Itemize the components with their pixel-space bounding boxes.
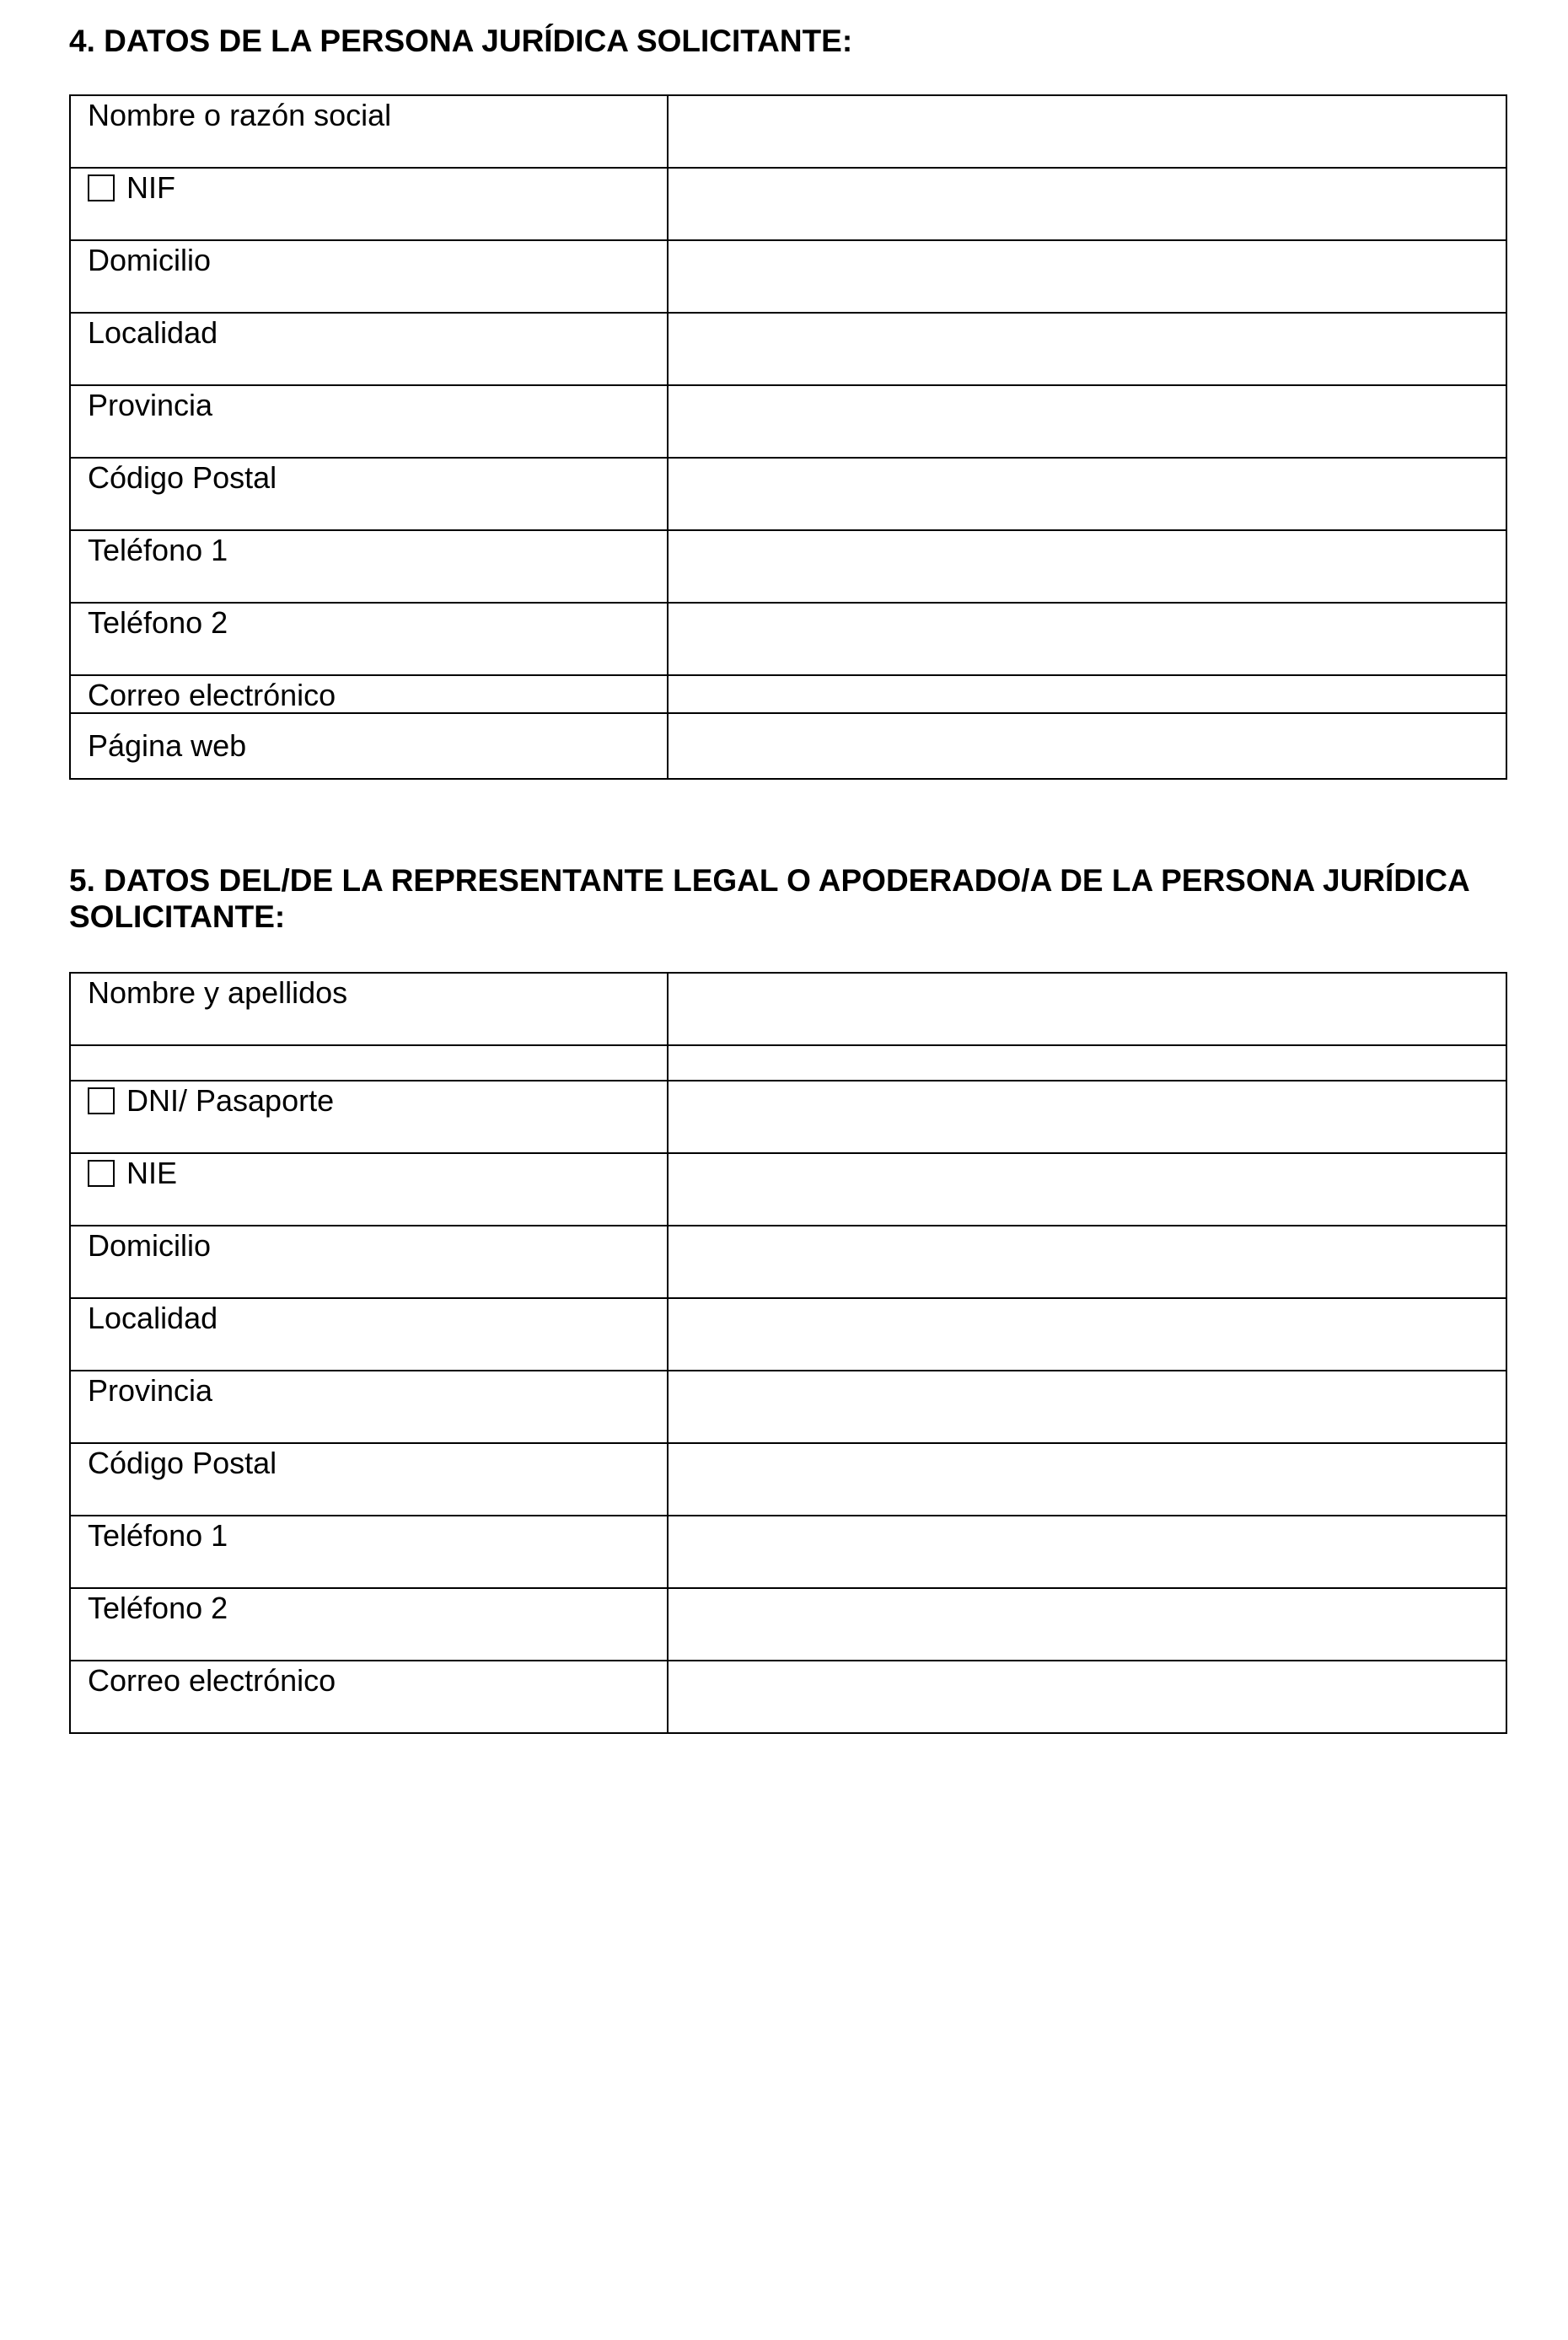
field-value-cell[interactable] bbox=[668, 530, 1506, 603]
field-value-cell[interactable] bbox=[668, 1661, 1506, 1733]
section-5-title-line-1: 5. DATOS DEL/DE LA REPRESENTANTE LEGAL O APODERADO/A DE LA PERSONA JURÍDICA bbox=[69, 863, 1470, 898]
table-row bbox=[70, 1298, 1506, 1371]
field-label: Código Postal bbox=[88, 460, 277, 495]
field-label: Provincia bbox=[88, 388, 213, 422]
nif-checkbox[interactable] bbox=[88, 174, 115, 201]
field-label-cell bbox=[70, 313, 668, 385]
table-row bbox=[70, 1045, 1506, 1081]
table-row bbox=[70, 675, 1506, 713]
field-value-cell[interactable] bbox=[668, 313, 1506, 385]
field-label-cell bbox=[70, 240, 668, 313]
field-value-cell[interactable] bbox=[668, 603, 1506, 675]
field-value-cell[interactable] bbox=[668, 458, 1506, 530]
table-row bbox=[70, 1661, 1506, 1733]
nie-checkbox[interactable] bbox=[88, 1160, 115, 1187]
table-row bbox=[70, 1226, 1506, 1298]
dni-passport-checkbox[interactable] bbox=[88, 1087, 115, 1114]
table-row bbox=[70, 603, 1506, 675]
field-label-cell bbox=[70, 675, 668, 713]
table-row bbox=[70, 1516, 1506, 1588]
field-label: Teléfono 1 bbox=[88, 1518, 228, 1553]
field-label-cell bbox=[70, 1298, 668, 1371]
field-label-cell bbox=[70, 458, 668, 530]
field-value-cell[interactable] bbox=[668, 1588, 1506, 1661]
section-5-title-line-2: SOLICITANTE: bbox=[69, 899, 286, 934]
field-label-cell bbox=[70, 713, 668, 779]
field-label-cell bbox=[70, 1661, 668, 1733]
field-label: Código Postal bbox=[88, 1446, 277, 1480]
table-row bbox=[70, 95, 1506, 168]
field-value-cell[interactable] bbox=[668, 1081, 1506, 1153]
field-label-cell bbox=[70, 385, 668, 458]
table-row bbox=[70, 1371, 1506, 1443]
field-label: Teléfono 2 bbox=[88, 1591, 228, 1625]
field-value-cell[interactable] bbox=[668, 1045, 1506, 1081]
field-label-cell bbox=[70, 1516, 668, 1588]
field-label: Teléfono 2 bbox=[88, 605, 228, 640]
field-label-cell bbox=[70, 95, 668, 168]
table-row bbox=[70, 458, 1506, 530]
field-label-cell bbox=[70, 168, 668, 240]
table-row bbox=[70, 973, 1506, 1045]
field-value-cell[interactable] bbox=[668, 1153, 1506, 1226]
field-label: Localidad bbox=[88, 315, 218, 350]
field-value-cell[interactable] bbox=[668, 95, 1506, 168]
table-row bbox=[70, 1588, 1506, 1661]
field-label-cell bbox=[70, 1153, 668, 1226]
table-row bbox=[70, 168, 1506, 240]
table-row bbox=[70, 1443, 1506, 1516]
legal-entity-table bbox=[69, 94, 1507, 780]
field-label-cell bbox=[70, 1588, 668, 1661]
legal-representative-table bbox=[69, 972, 1507, 1734]
section-5-title bbox=[69, 862, 1470, 935]
field-label-cell bbox=[70, 1045, 668, 1081]
table-row bbox=[70, 240, 1506, 313]
field-value-cell[interactable] bbox=[668, 240, 1506, 313]
field-label: Nombre o razón social bbox=[88, 98, 392, 132]
field-label-cell bbox=[70, 973, 668, 1045]
field-label: DNI/ Pasaporte bbox=[126, 1083, 335, 1118]
field-label-cell bbox=[70, 1371, 668, 1443]
field-value-cell[interactable] bbox=[668, 385, 1506, 458]
field-value-cell[interactable] bbox=[668, 675, 1506, 713]
field-label: Domicilio bbox=[88, 243, 212, 277]
table-row bbox=[70, 385, 1506, 458]
field-label: NIF bbox=[126, 170, 175, 205]
field-label: Correo electrónico bbox=[88, 678, 336, 712]
field-value-cell[interactable] bbox=[668, 1298, 1506, 1371]
field-value-cell[interactable] bbox=[668, 168, 1506, 240]
field-value-cell[interactable] bbox=[668, 1371, 1506, 1443]
table-row bbox=[70, 1081, 1506, 1153]
field-label: Teléfono 1 bbox=[88, 533, 228, 567]
table-row bbox=[70, 313, 1506, 385]
field-value-cell[interactable] bbox=[668, 713, 1506, 779]
field-label: NIE bbox=[126, 1156, 178, 1190]
field-label: Localidad bbox=[88, 1301, 218, 1335]
section-4-title: 4. DATOS DE LA PERSONA JURÍDICA SOLICITANTE: bbox=[69, 24, 853, 58]
field-label-cell bbox=[70, 603, 668, 675]
field-label-cell bbox=[70, 1226, 668, 1298]
table-row bbox=[70, 1153, 1506, 1226]
field-label: Nombre y apellidos bbox=[88, 975, 348, 1010]
field-value-cell[interactable] bbox=[668, 1226, 1506, 1298]
field-label-cell bbox=[70, 1443, 668, 1516]
field-value-cell[interactable] bbox=[668, 1516, 1506, 1588]
field-value-cell[interactable] bbox=[668, 973, 1506, 1045]
field-label-cell bbox=[70, 530, 668, 603]
field-label: Página web bbox=[88, 728, 247, 763]
table-row bbox=[70, 713, 1506, 779]
field-value-cell[interactable] bbox=[668, 1443, 1506, 1516]
field-label-cell bbox=[70, 1081, 668, 1153]
table-row bbox=[70, 530, 1506, 603]
field-label: Domicilio bbox=[88, 1228, 212, 1263]
field-label: Correo electrónico bbox=[88, 1663, 336, 1698]
field-label: Provincia bbox=[88, 1373, 213, 1408]
